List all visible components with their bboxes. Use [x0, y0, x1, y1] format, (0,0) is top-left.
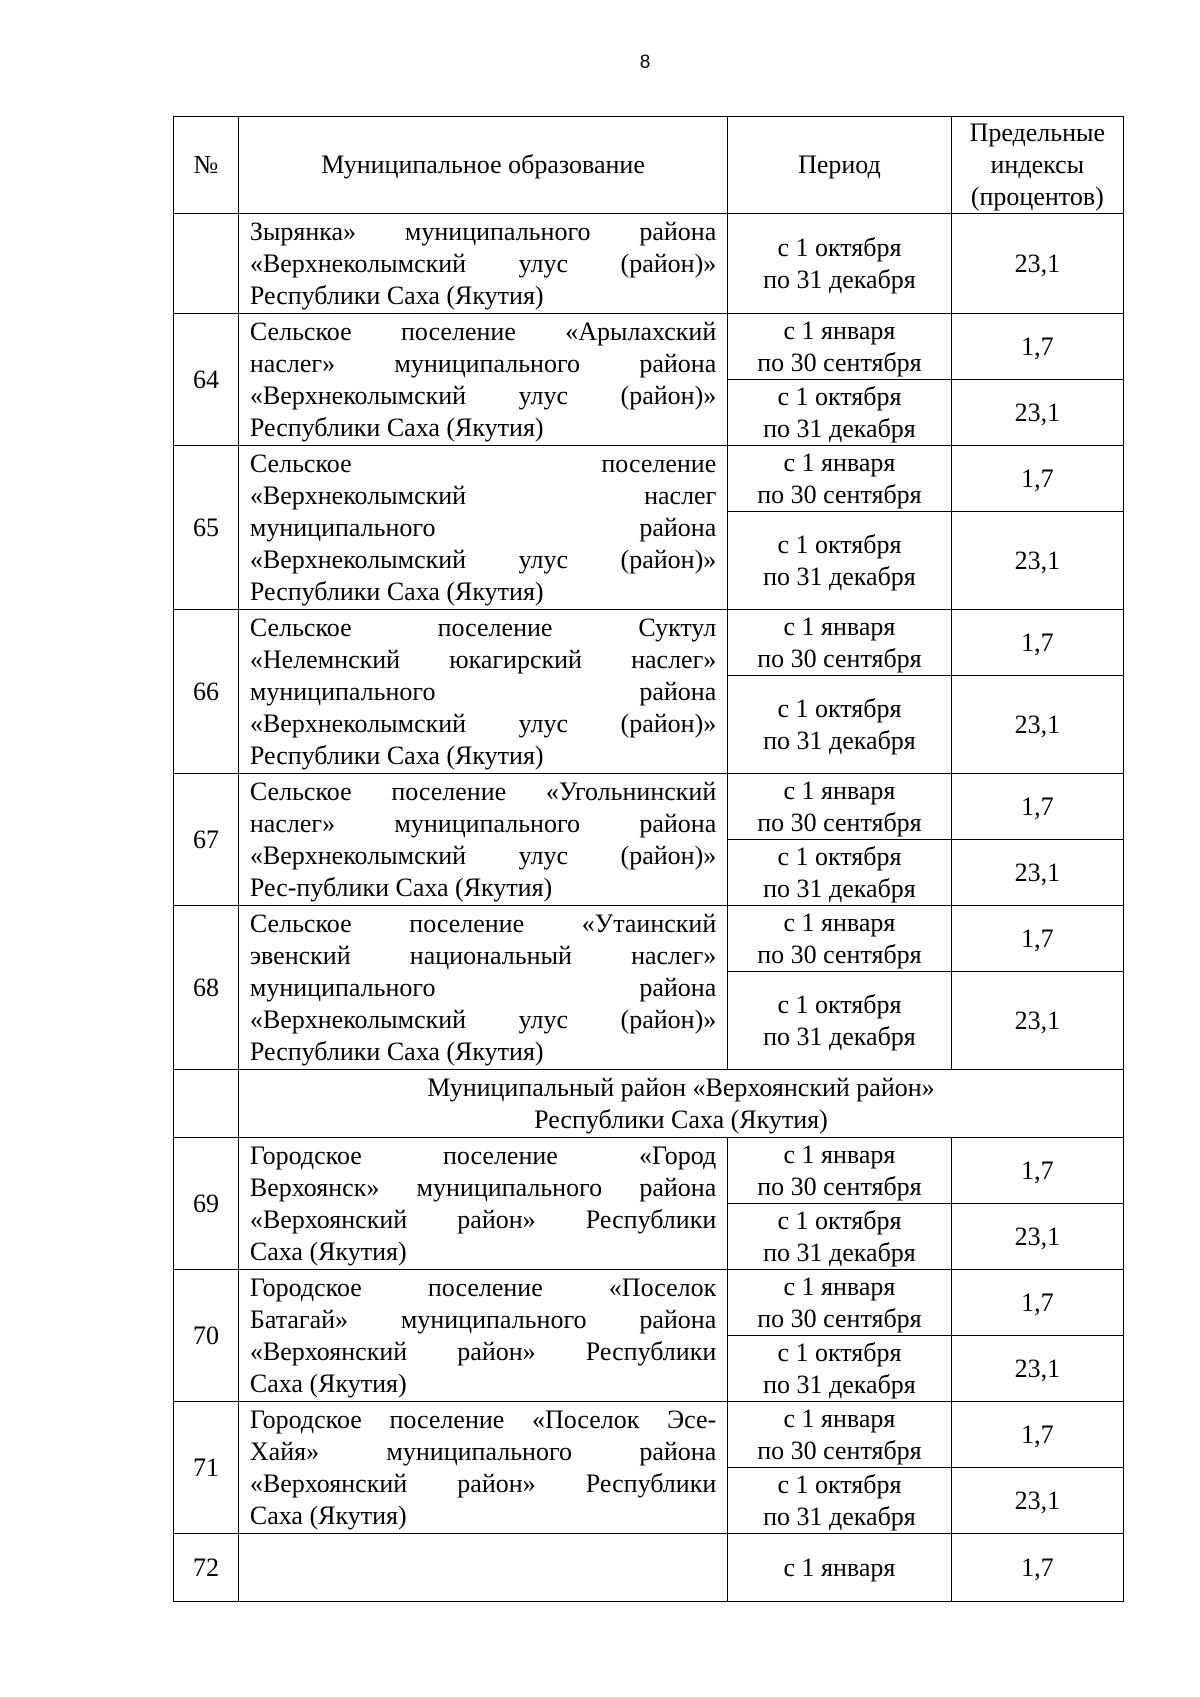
period-line: по 31 декабря [763, 264, 916, 294]
table-row [174, 314, 1124, 380]
period-cell [728, 512, 951, 610]
period-cell [728, 1534, 951, 1602]
municipality-name-line: Сельское поселение «Угольнинский [249, 776, 717, 806]
period-line: с 1 октября [777, 232, 902, 262]
period-cell [728, 1402, 951, 1468]
table-cell-num-empty [174, 1070, 239, 1138]
region-row [174, 1070, 1124, 1138]
period-line: с 1 октября [777, 841, 902, 871]
index-value: 23,1 [951, 512, 1123, 610]
municipality-name-line: «Верхнеколымский улус (район)» [249, 1004, 717, 1034]
period-cell [728, 610, 951, 676]
header-index-line: индексы [990, 150, 1085, 179]
row-number: 69 [174, 1138, 239, 1270]
period-line: с 1 января [783, 907, 896, 937]
period-line: с 1 января [783, 1552, 896, 1582]
header-index [951, 117, 1123, 214]
period-cell [728, 1204, 951, 1270]
index-value: 23,1 [951, 380, 1123, 446]
municipality-name-line: Республики Саха (Якутия) [249, 280, 544, 310]
municipality-name-line: Саха (Якутия) [249, 1500, 407, 1530]
region-line: Республики Саха (Якутия) [534, 1104, 828, 1134]
municipality-name-line: «Верхнеколымский улус (район)» [249, 248, 717, 278]
period-line: с 1 января [783, 775, 896, 805]
period-line: с 1 октября [777, 1337, 902, 1367]
municipality-name-line: Рес-публики Саха (Якутия) [249, 872, 553, 902]
index-value: 23,1 [951, 214, 1123, 314]
index-value: 1,7 [951, 610, 1123, 676]
municipality-name-line: Сельское поселение [249, 448, 717, 478]
municipality-name-line: «Верхнеколымский улус (район)» [249, 708, 717, 738]
period-line: по 31 декабря [763, 873, 916, 903]
table-body [174, 214, 1124, 1602]
period-line: с 1 октября [777, 1469, 902, 1499]
table-row [174, 906, 1124, 972]
header-num: № [174, 117, 239, 214]
table-row [174, 1402, 1124, 1468]
municipality-name [238, 1402, 727, 1534]
table-row [174, 774, 1124, 840]
period-line: с 1 января [783, 1139, 896, 1169]
municipality-name-line: Республики Саха (Якутия) [249, 740, 544, 770]
municipality-name-lines [250, 316, 716, 444]
municipality-name [238, 314, 727, 446]
municipality-name-lines [250, 908, 716, 1068]
row-number: 72 [174, 1534, 239, 1602]
table-header-row [174, 117, 1124, 214]
municipality-name-line: «Верхнеколымский улус (район)» [249, 380, 717, 410]
municipality-name-line: «Верхоянский район» Республики [249, 1204, 717, 1234]
municipality-name [238, 1534, 727, 1602]
municipality-name-line: Саха (Якутия) [249, 1368, 407, 1398]
table-row [174, 1534, 1124, 1602]
municipality-name-lines [250, 1404, 716, 1532]
index-value: 23,1 [951, 676, 1123, 774]
table-row [174, 610, 1124, 676]
municipality-name-line: наслег» муниципального района [249, 808, 717, 838]
municipality-name-lines [250, 216, 716, 312]
municipality-name-line: «Верхоянский район» Республики [249, 1468, 717, 1498]
row-number: 71 [174, 1402, 239, 1534]
row-number: 65 [174, 446, 239, 610]
index-value: 1,7 [951, 774, 1123, 840]
index-value: 23,1 [951, 1204, 1123, 1270]
period-line: с 1 октября [777, 1205, 902, 1235]
header-index-line: (процентов) [970, 182, 1104, 211]
period-cell [728, 446, 951, 512]
municipality-name-line: Городское поселение «Город [249, 1140, 717, 1170]
index-value: 1,7 [951, 1138, 1123, 1204]
period-line: с 1 октября [777, 529, 902, 559]
municipality-name-line: муниципального района [249, 512, 717, 542]
row-number: 70 [174, 1270, 239, 1402]
period-line: с 1 января [783, 315, 896, 345]
period-line: по 31 декабря [763, 725, 916, 755]
municipality-name-line: Батагай» муниципального района [249, 1304, 717, 1334]
municipality-name-line: «Верхоянский район» Республики [249, 1336, 717, 1366]
period-cell [728, 972, 951, 1070]
municipality-name-lines [250, 1272, 716, 1400]
period-line: с 1 января [783, 1271, 896, 1301]
period-cell [728, 380, 951, 446]
municipality-name-line: «Верхнеколымский улус (район)» [249, 840, 717, 870]
period-cell [728, 676, 951, 774]
period-line: по 31 декабря [763, 413, 916, 443]
price-index-table [173, 116, 1124, 1602]
period-line: по 30 сентября [757, 1435, 922, 1465]
municipality-name-line: «Нелемнский юкагирский наслег» [249, 644, 717, 674]
municipality-name-line: Городское поселение «Поселок [249, 1272, 717, 1302]
header-period: Период [728, 117, 951, 214]
municipality-name-line: муниципального района [249, 676, 717, 706]
table-row [174, 1270, 1124, 1336]
period-line: с 1 января [783, 447, 896, 477]
page-number: 8 [639, 52, 651, 73]
period-line: с 1 октября [777, 989, 902, 1019]
municipality-name-line: Сельское поселение Суктул [249, 612, 717, 642]
region-header [238, 1070, 1123, 1138]
row-number [174, 214, 239, 314]
table-row [174, 446, 1124, 512]
municipality-name [238, 1138, 727, 1270]
period-line: по 30 сентября [757, 1171, 922, 1201]
period-line: по 31 декабря [763, 561, 916, 591]
period-cell [728, 1468, 951, 1534]
period-cell [728, 314, 951, 380]
period-line: с 1 января [783, 1403, 896, 1433]
period-line: по 30 сентября [757, 479, 922, 509]
municipality-name-line: Сельское поселение «Арылахский [249, 316, 717, 346]
period-line: по 30 сентября [757, 347, 922, 377]
municipality-name-line: Сельское поселение «Утаинский [249, 908, 717, 938]
municipality-name [238, 446, 727, 610]
row-number: 67 [174, 774, 239, 906]
index-value: 23,1 [951, 1336, 1123, 1402]
period-line: по 31 декабря [763, 1501, 916, 1531]
index-value: 23,1 [951, 1468, 1123, 1534]
municipality-name-line: «Верхнеколымский наслег [249, 480, 717, 510]
period-cell [728, 214, 951, 314]
table-row [174, 1138, 1124, 1204]
period-line: по 30 сентября [757, 939, 922, 969]
period-cell [728, 840, 951, 906]
municipality-name-line: Республики Саха (Якутия) [249, 576, 544, 606]
municipality-name-line: Республики Саха (Якутия) [249, 1036, 544, 1066]
header-index-line: Предельные [969, 118, 1106, 147]
municipality-name-line: Городское поселение «Поселок Эсе- [249, 1404, 717, 1434]
period-cell [728, 1270, 951, 1336]
row-number: 68 [174, 906, 239, 1070]
municipality-name-lines [250, 1140, 716, 1268]
period-line: с 1 января [783, 611, 896, 641]
period-line: с 1 октября [777, 381, 902, 411]
municipality-name-line: эвенский национальный наслег» [249, 940, 717, 970]
period-line: по 30 сентября [757, 643, 922, 673]
municipality-name-line: Саха (Якутия) [249, 1236, 407, 1266]
period-line: по 30 сентября [757, 807, 922, 837]
municipality-name [238, 1270, 727, 1402]
period-line: по 31 декабря [763, 1021, 916, 1051]
municipality-name [238, 610, 727, 774]
period-line: с 1 октября [777, 693, 902, 723]
municipality-name-line: Зырянка» муниципального района [249, 216, 717, 246]
municipality-name-line: наслег» муниципального района [249, 348, 717, 378]
municipality-name-line: Республики Саха (Якутия) [249, 412, 544, 442]
municipality-name-lines [250, 448, 716, 608]
municipality-name-line: «Верхнеколымский улус (район)» [249, 544, 717, 574]
index-value: 23,1 [951, 972, 1123, 1070]
period-line: по 31 декабря [763, 1237, 916, 1267]
municipality-name-lines [250, 776, 716, 904]
index-value: 23,1 [951, 840, 1123, 906]
municipality-name [238, 906, 727, 1070]
row-number: 64 [174, 314, 239, 446]
municipality-name-lines [250, 612, 716, 772]
header-municipality: Муниципальное образование [238, 117, 727, 214]
municipality-name [238, 774, 727, 906]
index-value: 1,7 [951, 446, 1123, 512]
index-value: 1,7 [951, 314, 1123, 380]
row-number: 66 [174, 610, 239, 774]
index-value: 1,7 [951, 1534, 1123, 1602]
period-cell [728, 774, 951, 840]
municipality-name-line: Верхоянск» муниципального района [249, 1172, 717, 1202]
region-line: Муниципальный район «Верхоянский район» [427, 1072, 935, 1102]
index-value: 1,7 [951, 1402, 1123, 1468]
period-line: по 31 декабря [763, 1369, 916, 1399]
municipality-name-line: Хайя» муниципального района [249, 1436, 717, 1466]
period-cell [728, 906, 951, 972]
index-value: 1,7 [951, 906, 1123, 972]
municipality-name-line: муниципального района [249, 972, 717, 1002]
table-row [174, 214, 1124, 314]
period-cell [728, 1138, 951, 1204]
index-value: 1,7 [951, 1270, 1123, 1336]
period-line: по 30 сентября [757, 1303, 922, 1333]
municipality-name [238, 214, 727, 314]
period-cell [728, 1336, 951, 1402]
